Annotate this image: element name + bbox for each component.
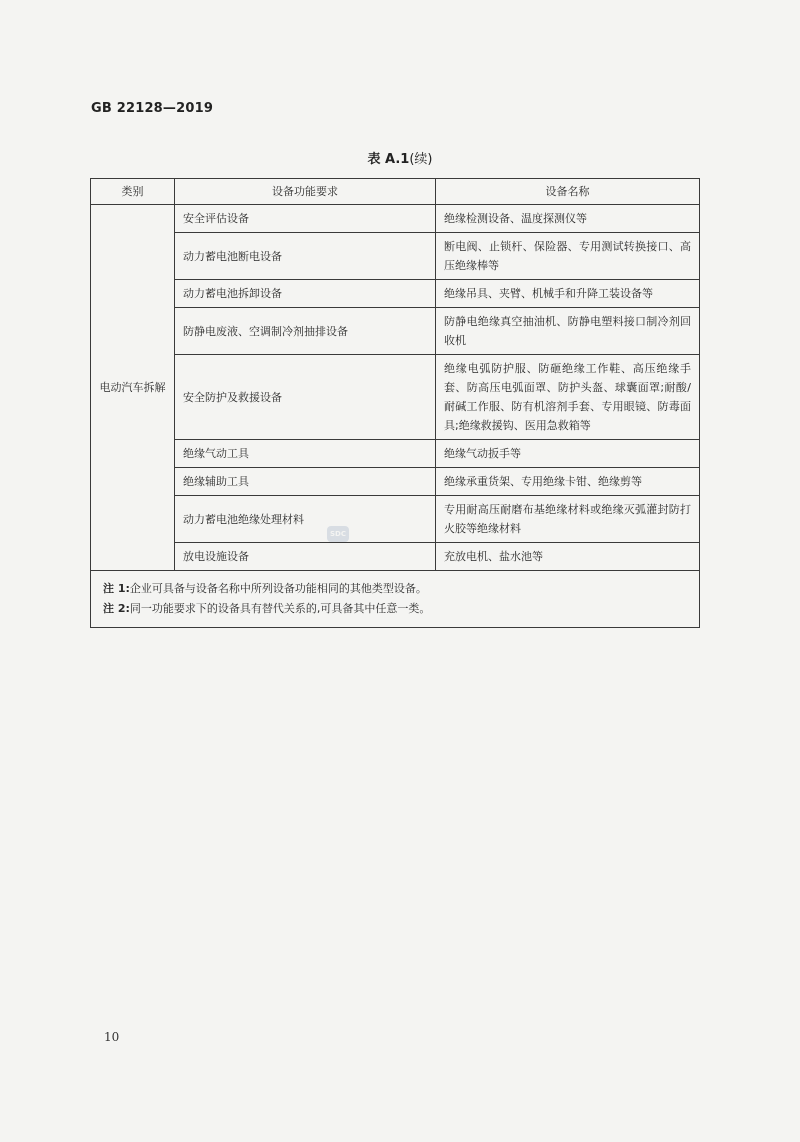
table-row: [91, 308, 700, 355]
table-notes-row: [91, 571, 700, 628]
table-row: [91, 205, 700, 233]
table-row: [91, 496, 700, 543]
table-header-row: [91, 179, 700, 205]
note-text: 企业可具备与设备名称中所列设备功能相同的其他类型设备。: [129, 582, 427, 595]
category-cell: 电动汽车拆解: [91, 205, 175, 571]
table-row: [91, 440, 700, 468]
function-cell: 放电设施设备: [175, 543, 436, 571]
function-cell: 安全评估设备: [175, 205, 436, 233]
note-text: 同一功能要求下的设备具有替代关系的,可具备其中任意一类。: [129, 602, 431, 615]
table-row: [91, 233, 700, 280]
column-header-function: 设备功能要求: [175, 179, 436, 205]
table-row: [91, 355, 700, 440]
equipment-cell: 绝缘检测设备、温度探测仪等: [436, 205, 700, 233]
equipment-cell: 专用耐高压耐磨布基绝缘材料或绝缘灭弧灌封防打火胶等绝缘材料: [436, 496, 700, 543]
equipment-cell: 绝缘气动扳手等: [436, 440, 700, 468]
page-number: 10: [104, 1030, 120, 1044]
note-key: 注 2:: [103, 602, 130, 615]
column-header-equipment: 设备名称: [436, 179, 700, 205]
table-note: [103, 599, 687, 619]
function-cell: 动力蓄电池断电设备: [175, 233, 436, 280]
table-title: [0, 148, 800, 167]
function-cell: 绝缘气动工具: [175, 440, 436, 468]
function-cell: 绝缘辅助工具: [175, 468, 436, 496]
function-cell: 动力蓄电池拆卸设备: [175, 280, 436, 308]
equipment-table: [90, 178, 700, 628]
table-notes: [91, 571, 700, 628]
column-header-category: 类别: [91, 179, 175, 205]
standard-code: GB 22128—2019: [91, 101, 214, 116]
equipment-cell: 绝缘电弧防护服、防砸绝缘工作鞋、高压绝缘手套、防高压电弧面罩、防护头盔、球囊面罩;耐酸/耐碱工作服、防有机溶剂手套、专用眼镜、防毒面具;绝缘救援钩、医用急救箱等: [436, 355, 700, 440]
function-cell: 动力蓄电池绝缘处理材料: [175, 496, 436, 543]
table-row: [91, 280, 700, 308]
table-title-label: 表 A.1: [367, 152, 410, 167]
equipment-cell: 充放电机、盐水池等: [436, 543, 700, 571]
function-cell: 安全防护及救援设备: [175, 355, 436, 440]
table-row: [91, 543, 700, 571]
watermark-stamp: SDC: [327, 526, 349, 542]
equipment-cell: 绝缘吊具、夹臂、机械手和升降工装设备等: [436, 280, 700, 308]
equipment-cell: 断电阀、止锁杆、保险器、专用测试转换接口、高压绝缘棒等: [436, 233, 700, 280]
equipment-cell: 防静电绝缘真空抽油机、防静电塑料接口制冷剂回收机: [436, 308, 700, 355]
table-note: [103, 579, 687, 599]
table-row: [91, 468, 700, 496]
equipment-cell: 绝缘承重货架、专用绝缘卡钳、绝缘剪等: [436, 468, 700, 496]
note-key: 注 1:: [103, 582, 130, 595]
function-cell: 防静电废液、空调制冷剂抽排设备: [175, 308, 436, 355]
table-title-continued: (续): [409, 152, 433, 167]
